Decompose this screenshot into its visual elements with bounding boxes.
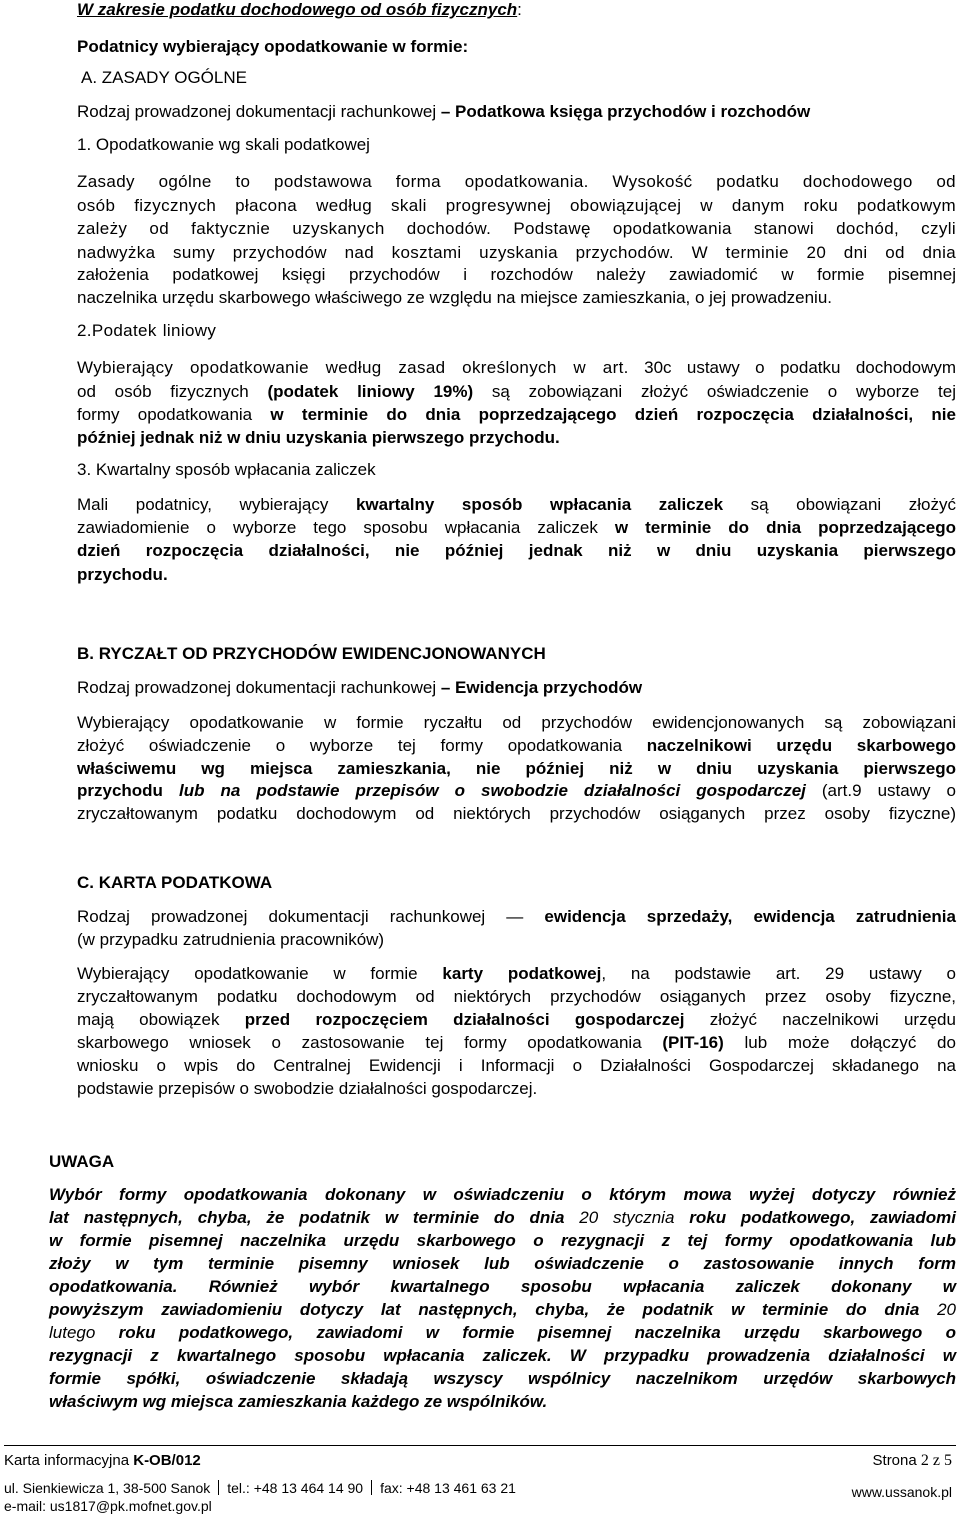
paragraph-line: Wybierający opodatkowanie według zasad określonych w art. 30c ustawy o podatku dochodowym [77,358,957,377]
paragraph-line: Wybierający opodatkowanie w formie ryczałtu od przychodów ewidencjonowanych są zobowiązani [77,713,956,732]
footer-fax: fax: +48 13 461 63 21 [380,1480,516,1496]
paragraph-line: osób fizycznych płacona według skali progresywnej obowiązującej w danym roku podatkowym [77,196,956,215]
paragraph-line: Mali podatnicy, wybierający kwartalny sposób wpłacania zaliczek są obowiązani złożyć [77,495,956,514]
paragraph-line: zawiadomienie o wyborze tego sposobu wpłacania zaliczek w terminie do dnia poprzedzającego [77,518,956,537]
paragraph-line: skarbowego wniosek o zastosowanie tej formy opodatkowania (PIT-16) lub może dołączyć do [77,1033,956,1052]
section-heading-text: W zakresie podatku dochodowego od osób fizycznych [77,0,518,19]
warning-line: powyższym zawiadomieniu dotyczy lat następnych, chyba, że podatnik w terminie do dnia 20 [49,1300,957,1319]
paragraph-line: zryczałtowanym podatku dochodowym od niektórych przychodów osiąganych przez osoby fizyczne) [77,804,956,823]
subsection-2-heading: 2.Podatek liniowy [77,321,217,340]
paragraph-line: Wybierający opodatkowanie w formie karty podatkowej, na podstawie art. 29 ustawy o [77,964,956,983]
paragraph-line: zryczałtowanym podatku dochodowym od niektórych przychodów osiąganych przez osoby fizyczne, [77,987,956,1006]
footer-email[interactable]: e-mail: us1817@pk.mofnet.gov.pl [4,1498,212,1514]
footer-tel: tel.: +48 13 464 14 90 [227,1480,364,1496]
footer-website[interactable]: www.ussanok.pl [851,1484,952,1500]
paragraph-line: złożyć oświadczenie o wyborze tej formy opodatkowania naczelnikowi urzędu skarbowego [77,736,956,755]
footer-separator [218,1480,219,1495]
paragraph-line: dzień rozpoczęcia działalności, nie później jednak niż w dniu uzyskania pierwszego [77,541,956,560]
paragraph-line: przychodu. [77,565,168,584]
warning-line: złoży w tym terminie pisemny wniosek lub oświadczenie o zastosowanie innych form [49,1254,956,1273]
warning-line: lat następnych, chyba, że podatnik w terminie do dnia 20 stycznia roku podatkowego, zawiadomi [49,1208,956,1227]
warning-line: opodatkowania. Również wybór kwartalnego sposobu wpłacania zaliczek dokonany w [49,1277,956,1296]
paragraph-line: właściwemu wg miejsca zamieszkania, nie później niż w dniu uzyskania pierwszego [77,759,956,778]
warning-line: formie spółki, oświadczenie składają wszyscy wspólnicy naczelnikom urzędów skarbowych [49,1369,956,1388]
section-a-docs-value: Podatkowa księga przychodów i rozchodów [455,102,811,121]
footer-address: ul. Sienkiewicza 1, 38-500 Sanok [4,1480,211,1496]
section-a-docs: Rodzaj prowadzonej dokumentacji rachunkowej – Podatkowa księga przychodów i rozchodów [77,102,811,121]
subsection-3-heading: 3. Kwartalny sposób wpłacania zaliczek [77,460,376,479]
paragraph-line: podstawie przepisów o swobodzie działalności gospodarczej. [77,1079,538,1098]
paragraph-line: od osób fizycznych (podatek liniowy 19%) są zobowiązani złożyć oświadczenie o wyborze tej [77,382,956,401]
warning-line: Wybór formy opodatkowania dokonany w oświadczeniu o którym mowa wyżej dotyczy również [49,1185,956,1204]
section-c-docs-note: (w przypadku zatrudnienia pracowników) [77,930,385,949]
paragraph-line: założenia podatkowej księgi przychodów i rozchodów należy zawiadomić w formie pisemnej [77,265,956,284]
paragraph-line: wniosku o wpis do Centralnej Ewidencji i Informacji o Działalności Gospodarczej składanego na [77,1056,956,1075]
section-c-docs-value: ewidencja sprzedaży, ewidencja zatrudnienia [544,907,956,926]
warning-line: rezygnacji z kwartalnego sposobu wpłacania zaliczek. W przypadku prowadzenia działalności w [49,1346,956,1365]
paragraph-line: później jednak niż w dniu uzyskania pierwszego przychodu. [77,428,560,447]
paragraph-line: nadwyżka sumy przychodów nad kosztami uzyskania przychodów. W terminie 20 dni od dnia [77,243,956,262]
paragraph-line: naczelnika urzędu skarbowego właściwego ze względu na miejsce zamieszkania, o jej prowadzeniu. [77,288,833,307]
payers-intro: Podatnicy wybierający opodatkowanie w formie: [77,37,469,56]
section-a-heading: A. ZASADY OGÓLNE [81,68,247,87]
paragraph-line: zależy od faktycznie uzyskanych dochodów. Podstawę opodatkowania stanowi dochód, czyli [77,219,956,238]
warning-line: lutego roku podatkowego, zawiadomi w formie pisemnej naczelnika urzędu skarbowego o [49,1323,956,1342]
warning-heading: UWAGA [49,1152,115,1171]
section-heading: W zakresie podatku dochodowego od osób fizycznych: [77,0,522,19]
footer-contact [4,1478,516,1498]
paragraph-line: Zasady ogólne to podstawowa forma opodatkowania. Wysokość podatku dochodowego od [77,172,956,191]
warning-line: właściwym wg miejsca zamieszkania każdego ze wspólników. [49,1392,548,1411]
footer-separator [371,1480,372,1495]
warning-line: w formie pisemnej naczelnika urzędu skarbowego o rezygnacji z tej formy opodatkowania lub [49,1231,956,1250]
section-c-docs: Rodzaj prowadzonej dokumentacji rachunkowej — ewidencja sprzedaży, ewidencja zatrudnienia [77,907,956,926]
section-b-heading: B. RYCZAŁT OD PRZYCHODÓW EWIDENCJONOWANYCH [77,644,546,663]
footer-card: Karta informacyjna K-OB/012 [4,1452,201,1469]
paragraph-line: przychodu lub na podstawie przepisów o swobodzie działalności gospodarczej (art.9 ustawy o [77,781,956,800]
footer-page-number: Strona 2 z 5 [872,1452,952,1469]
section-b-docs-value: Ewidencja przychodów [455,678,643,697]
section-b-docs: Rodzaj prowadzonej dokumentacji rachunkowej – Ewidencja przychodów [77,678,643,697]
section-c-heading: C. KARTA PODATKOWA [77,873,273,892]
footer-divider [4,1445,956,1446]
paragraph-line: mają obowiązek przed rozpoczęciem działalności gospodarczej złożyć naczelnikowi urzędu [77,1010,956,1029]
subsection-1-heading: 1. Opodatkowanie wg skali podatkowej [77,135,370,154]
footer-card-code: K-OB/012 [133,1452,201,1469]
paragraph-line: formy opodatkowania w terminie do dnia poprzedzającego dzień rozpoczęcia działalności, nie [77,405,956,424]
